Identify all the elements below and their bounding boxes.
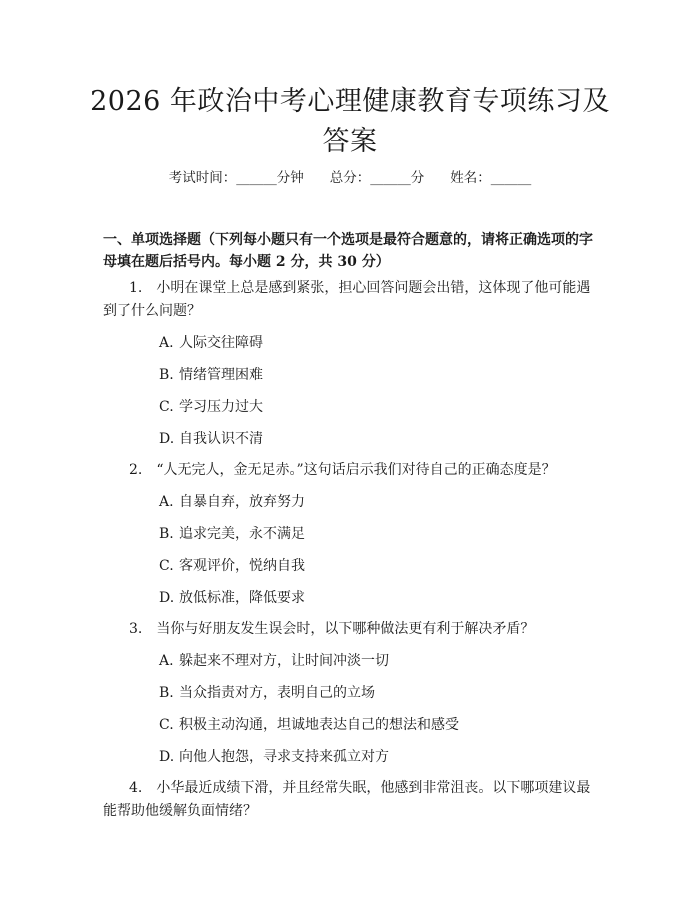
- option-letter: D.: [159, 431, 175, 447]
- option-text: 情绪管理困难: [179, 367, 263, 383]
- student-name-field: 姓名：______: [450, 170, 532, 186]
- question-2-stem: 2. “人无完人，金无足赤。”这句话启示我们对待自己的正确态度是？: [129, 462, 556, 478]
- option-letter: C.: [159, 717, 174, 733]
- option-letter: D.: [159, 749, 175, 765]
- option-letter: D.: [159, 590, 175, 606]
- question-3-option-c: [159, 715, 459, 735]
- option-text: 人际交往障碍: [179, 335, 263, 351]
- option-text: 学习压力过大: [179, 399, 263, 415]
- option-letter: B.: [159, 685, 174, 701]
- question-2-option-c: [159, 556, 305, 576]
- question-2-option-a: [159, 492, 305, 512]
- option-text: 放低标准，降低要求: [179, 590, 305, 606]
- option-letter: B.: [159, 526, 174, 542]
- option-text: 当众指责对方，表明自己的立场: [179, 685, 375, 701]
- option-letter: B.: [159, 367, 174, 383]
- total-score-field: 总分：______分: [329, 170, 425, 186]
- option-text: 自我认识不清: [179, 431, 263, 447]
- option-text: 自暴自弃，放弃努力: [179, 494, 305, 510]
- question-3-option-d: [159, 747, 389, 767]
- question-1-stem: 1. 小明在课堂上总是感到紧张，担心回答问题会出错，这体现了他可能遇到了什么问题？: [103, 280, 591, 319]
- question-1-option-a: [159, 333, 263, 353]
- question-3-option-a: [159, 651, 389, 671]
- question-1-option-b: [159, 365, 263, 385]
- question-4-stem: 4. 小华最近成绩下滑，并且经常失眠，他感到非常沮丧。以下哪项建议最能帮助他缓解负面情绪？: [103, 780, 591, 819]
- question-2-option-d: [159, 588, 305, 608]
- option-letter: C.: [159, 399, 174, 415]
- question-2-option-b: [159, 524, 305, 544]
- option-text: 躲起来不理对方，让时间冲淡一切: [179, 653, 389, 669]
- option-text: 客观评价，悦纳自我: [179, 558, 305, 574]
- question-3-stem: 3. 当你与好朋友发生误会时，以下哪种做法更有利于解决矛盾？: [129, 621, 535, 637]
- option-text: 向他人抱怨，寻求支持来孤立对方: [179, 749, 389, 765]
- question-3-option-b: [159, 683, 375, 703]
- option-text: 追求完美，永不满足: [179, 526, 305, 542]
- option-letter: A.: [159, 653, 174, 669]
- option-letter: A.: [159, 335, 174, 351]
- section-heading: 一、单项选择题（下列每小题只有一个选项是最符合题意的，请将正确选项的字母填在题后括号内。每小题 2 分，共 30 分）: [103, 232, 593, 270]
- question-1-option-d: [159, 429, 263, 449]
- document-title: 2026 年政治中考心理健康教育专项练习及答案: [90, 86, 610, 157]
- option-text: 积极主动沟通，坦诚地表达自己的想法和感受: [179, 717, 459, 733]
- option-letter: A.: [159, 494, 174, 510]
- question-1-option-c: [159, 397, 263, 417]
- exam-info-line: [0, 168, 700, 188]
- exam-time-field: 考试时间：______分钟: [168, 170, 304, 186]
- option-letter: C.: [159, 558, 174, 574]
